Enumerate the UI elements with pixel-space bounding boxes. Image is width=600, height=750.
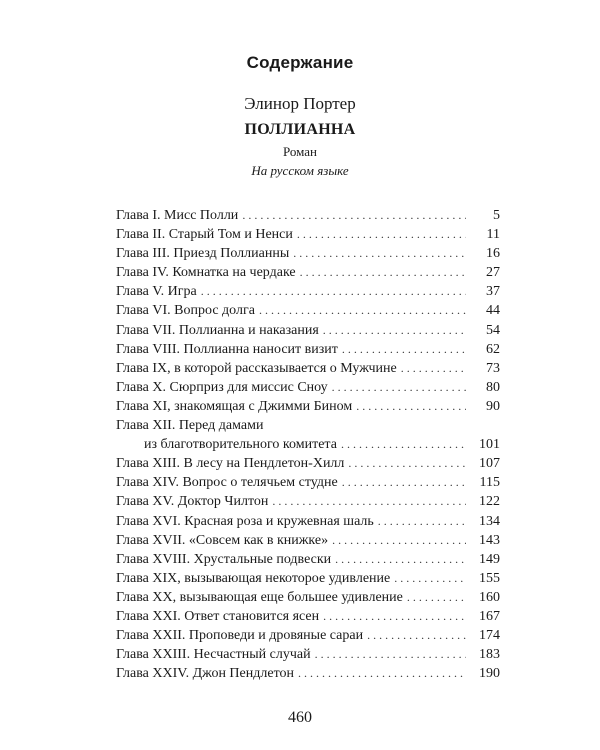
toc-entry-page: 122 (479, 494, 500, 510)
toc-entry-label: Глава XVI. Красная роза и кружевная шаль (116, 513, 374, 529)
toc-entry-label: Глава XI, знакомящая с Джимми Бином (116, 398, 353, 414)
toc-entry-page: 54 (486, 322, 500, 338)
toc-entry[interactable] (116, 321, 500, 340)
toc-entry-label: Глава VI. Вопрос долга (116, 303, 255, 319)
dot-leader (407, 588, 466, 607)
toc-entry[interactable] (116, 206, 500, 225)
toc-entry[interactable] (116, 473, 500, 492)
toc-entry-page: 5 (493, 208, 500, 223)
dot-leader (315, 645, 466, 664)
toc-entry[interactable] (116, 435, 500, 454)
toc-entry-page: 37 (486, 284, 500, 300)
toc-entry-page: 174 (479, 628, 500, 644)
dot-leader (242, 206, 466, 225)
toc-entry[interactable] (116, 282, 500, 301)
toc-entry-page: 167 (479, 608, 500, 624)
toc-entry-label: Глава VII. Поллианна и наказания (116, 322, 319, 338)
contents-heading: Содержание (246, 53, 354, 72)
toc-entry-label: Глава I. Мисс Полли (116, 208, 239, 223)
dot-leader (297, 225, 466, 244)
toc-entry-label: Глава XXIII. Несчастный случай (116, 647, 311, 663)
toc-entry-label: Глава XXIV. Джон Пендлетон (116, 666, 295, 682)
dot-leader (356, 397, 466, 416)
book-language: На русском языке (251, 163, 349, 178)
toc-entry[interactable] (116, 378, 500, 397)
toc-entry-label: Глава IX, в которой рассказывается о Мужчине (116, 360, 397, 376)
book-genre: Роман (282, 144, 318, 159)
toc-entry-label: Глава VIII. Поллианна наносит визит (116, 341, 338, 357)
toc-entry[interactable] (116, 607, 500, 626)
toc-entry[interactable] (116, 244, 500, 263)
dot-leader (201, 282, 466, 301)
toc-entry-label: Глава XIX, вызывающая некоторое удивление (116, 570, 391, 586)
toc-entry-page: 155 (479, 570, 500, 586)
dot-leader (394, 569, 466, 588)
toc-entry[interactable] (116, 645, 500, 664)
dot-leader (323, 607, 466, 626)
toc-entry-page: 11 (486, 227, 500, 243)
toc-entry-page: 44 (486, 303, 500, 319)
toc-entry-page: 90 (486, 398, 500, 414)
dot-leader (378, 512, 466, 531)
dot-leader (341, 435, 466, 454)
table-of-contents (116, 206, 500, 683)
dot-leader (342, 473, 466, 492)
toc-entry[interactable] (116, 550, 500, 569)
toc-entry-page: 183 (479, 647, 500, 663)
dot-leader (300, 263, 466, 282)
toc-entry-page: 160 (479, 589, 500, 605)
dot-leader (332, 531, 466, 550)
dot-leader (367, 626, 466, 645)
toc-entry-label: из благотворительного комитета (144, 437, 337, 453)
toc-entry-label: Глава XXI. Ответ становится ясен (116, 608, 320, 624)
dot-leader (272, 492, 466, 511)
toc-entry[interactable] (116, 359, 500, 378)
toc-entry[interactable] (116, 588, 500, 607)
toc-entry-label: Глава IV. Комнатка на чердаке (116, 265, 296, 281)
toc-entry[interactable] (116, 492, 500, 511)
toc-entry[interactable] (116, 664, 500, 683)
dot-leader (332, 378, 466, 397)
dot-leader (348, 454, 466, 473)
book-title: ПОЛЛИАННА (244, 121, 356, 138)
toc-entry-label: Глава XV. Доктор Чилтон (116, 494, 269, 510)
toc-entry-page: 143 (479, 532, 500, 548)
toc-entry-label: Глава XIV. Вопрос о телячьем студне (116, 475, 338, 491)
dot-leader (293, 244, 466, 263)
toc-entry-page: 101 (479, 437, 500, 453)
toc-entry-page: 16 (486, 246, 500, 262)
toc-entry[interactable] (116, 263, 500, 282)
page-number: 460 (288, 709, 312, 726)
toc-entry-label: Глава V. Игра (116, 284, 197, 300)
toc-entry[interactable] (116, 301, 500, 320)
toc-entry-page: 27 (486, 265, 500, 281)
toc-entry[interactable] (116, 569, 500, 588)
toc-entry[interactable] (116, 340, 500, 359)
dot-leader (259, 301, 466, 320)
toc-entry-label: Глава XIII. В лесу на Пендлетон-Хилл (116, 456, 345, 472)
dot-leader (298, 664, 466, 683)
author-name: Элинор Портер (244, 94, 356, 113)
toc-entry[interactable] (116, 225, 500, 244)
toc-entry-label: Глава XVIII. Хрустальные подвески (116, 551, 332, 567)
toc-entry-label: Глава III. Приезд Поллианны (116, 246, 290, 262)
toc-entry-label: Глава II. Старый Том и Ненси (116, 227, 293, 243)
toc-entry-page: 73 (486, 360, 500, 376)
dot-leader (335, 550, 466, 569)
toc-entry-page: 115 (479, 475, 500, 491)
toc-entry[interactable] (116, 512, 500, 531)
toc-entry-label: Глава XII. Перед дамами (116, 418, 264, 434)
toc-entry-page: 134 (479, 513, 500, 529)
toc-entry-label: Глава X. Сюрприз для миссис Сноу (116, 379, 328, 395)
toc-entry-label: Глава XX, вызывающая еще большее удивление (116, 589, 403, 605)
toc-entry-label: Глава XVII. «Совсем как в книжке» (116, 532, 329, 548)
toc-entry-label: Глава XXII. Проповеди и дровяные сараи (116, 628, 364, 644)
toc-entry-page: 149 (479, 551, 500, 567)
dot-leader (342, 340, 466, 359)
toc-entry-page: 190 (479, 666, 500, 682)
toc-entry-page: 62 (486, 341, 500, 357)
toc-entry-page: 80 (486, 379, 500, 395)
dot-leader (323, 321, 466, 340)
toc-entry[interactable] (116, 397, 500, 416)
toc-entry-page: 107 (479, 456, 500, 472)
toc-entry[interactable] (116, 416, 500, 435)
toc-entry[interactable] (116, 626, 500, 645)
toc-entry[interactable] (116, 454, 500, 473)
dot-leader (401, 359, 466, 378)
toc-entry[interactable] (116, 531, 500, 550)
